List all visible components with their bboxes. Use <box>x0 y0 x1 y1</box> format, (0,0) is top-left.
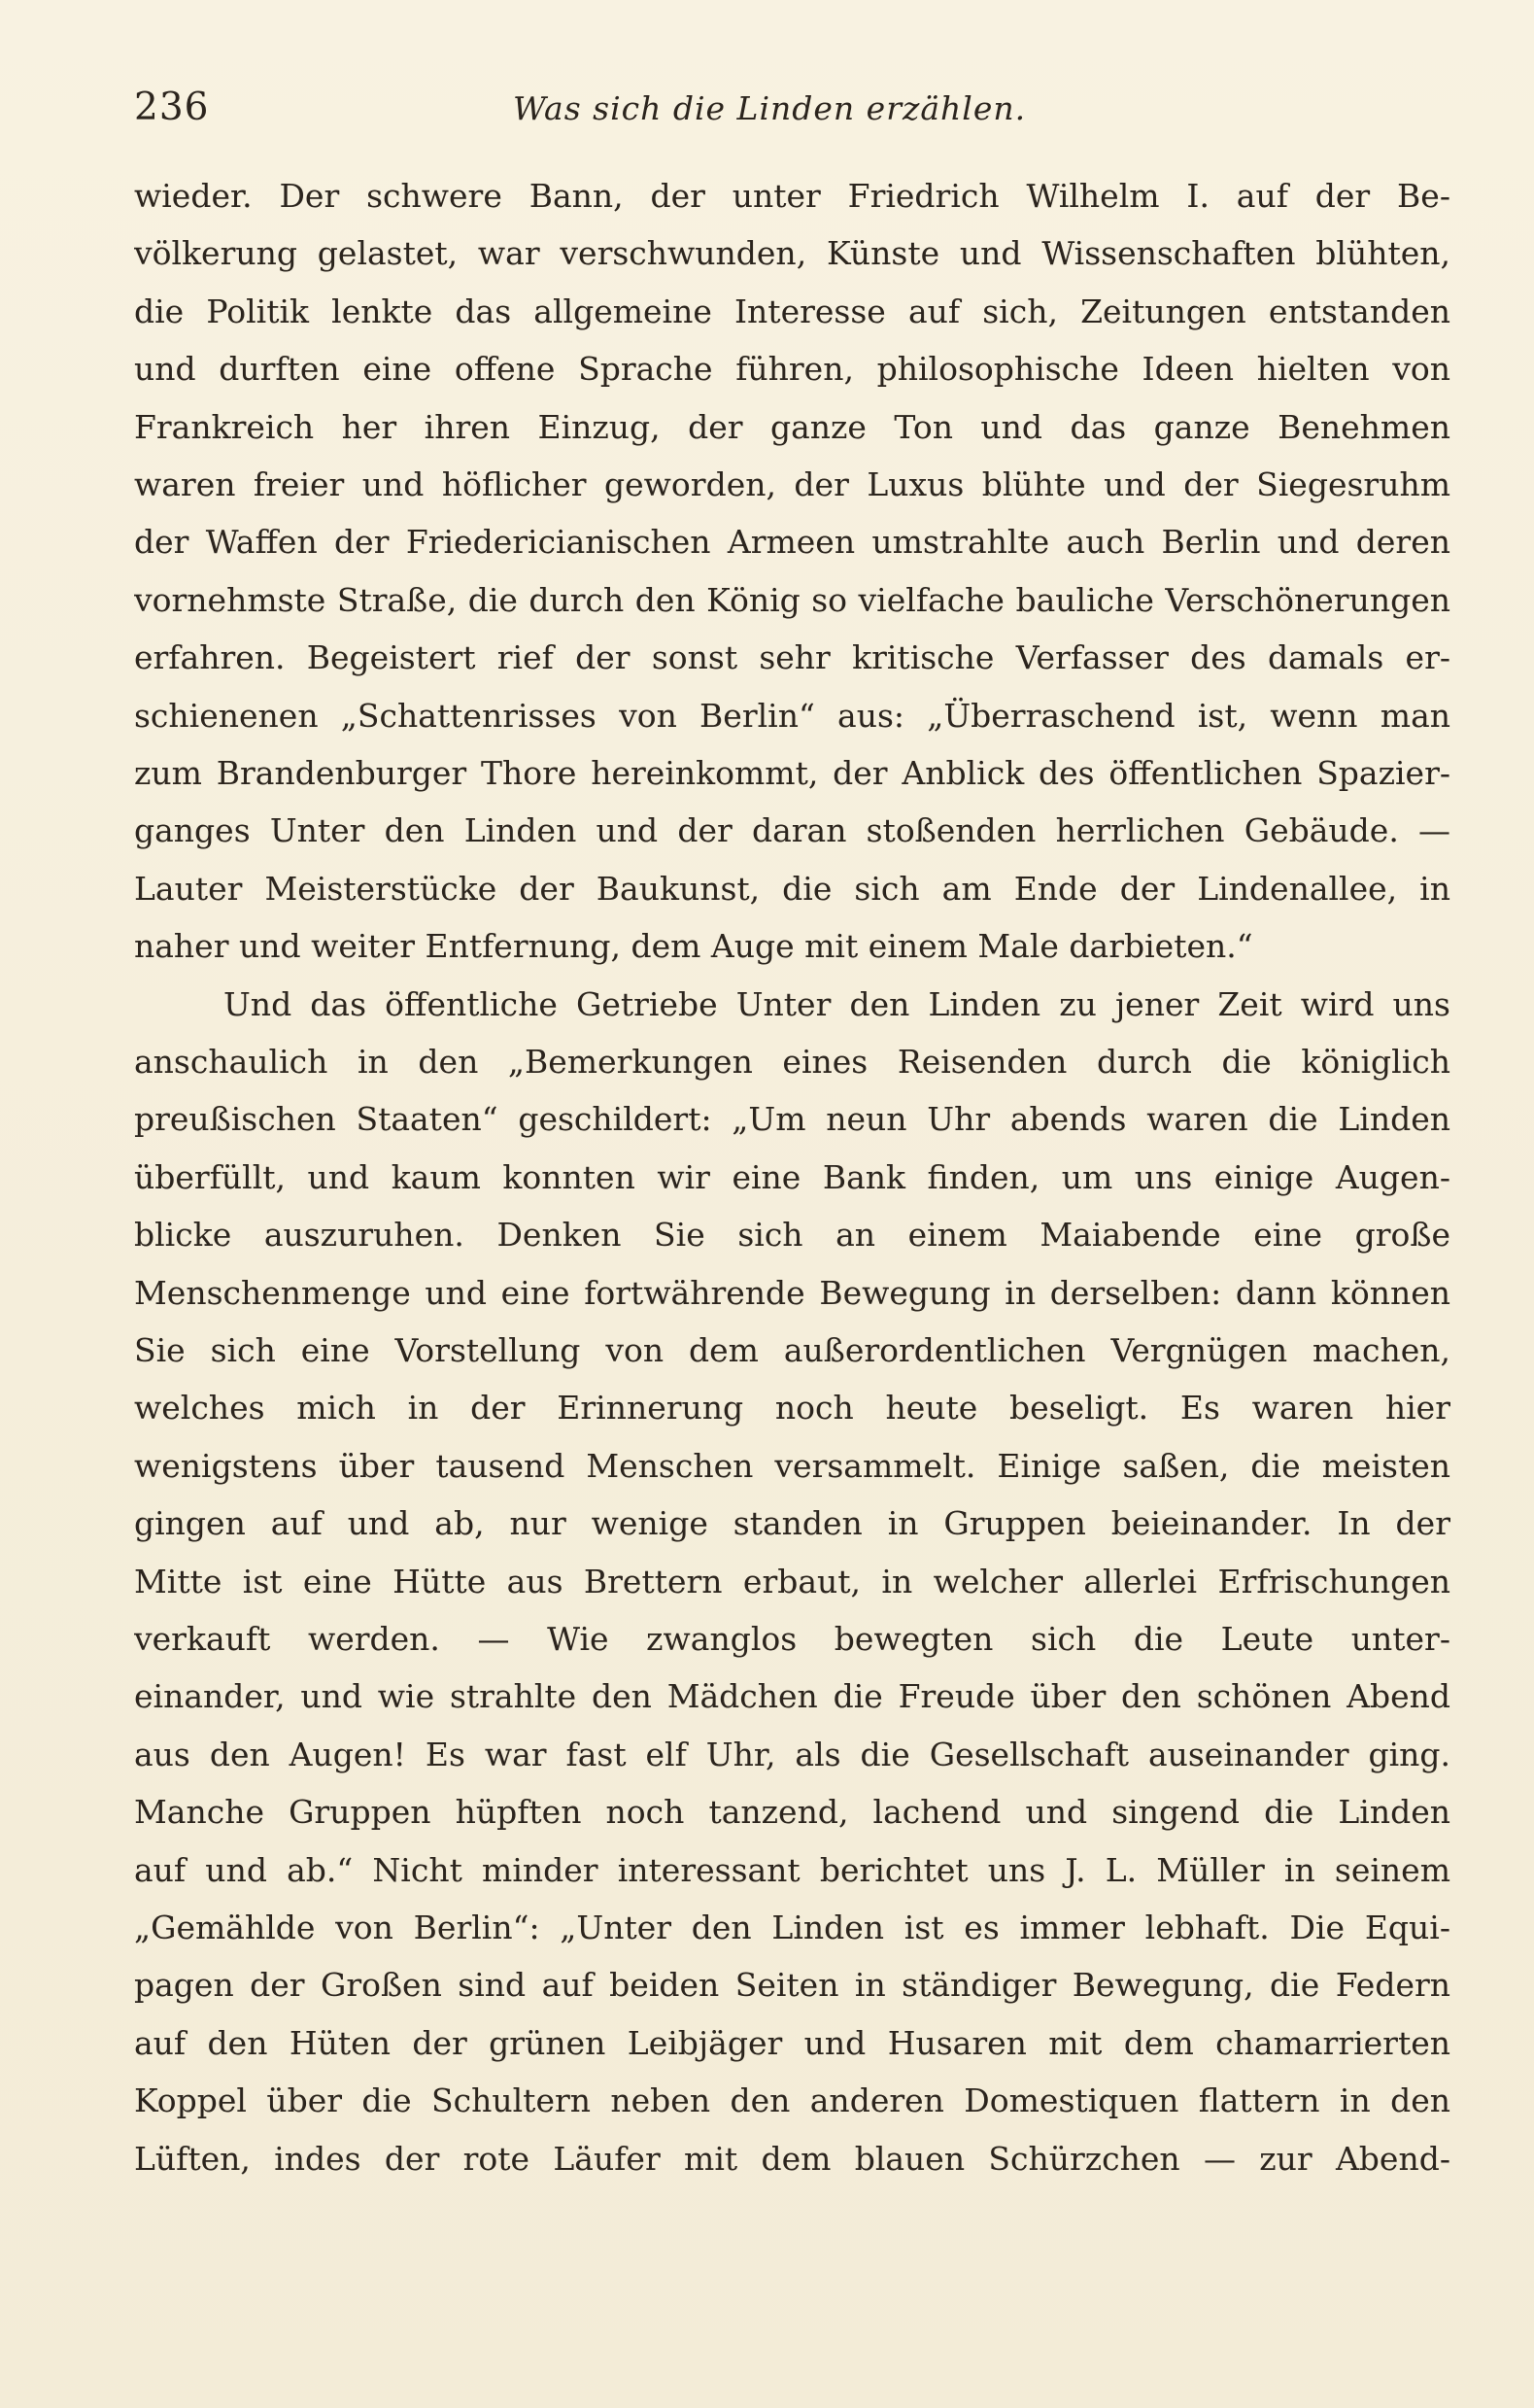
text-line: „Gemählde von Berlin“: „Unter den Linden ist es immer lebhaft. Die Equi- <box>134 1909 1450 1946</box>
text-line: verkauft werden. — Wie zwanglos bewegten sich die Leute unter- <box>134 1620 1450 1658</box>
text-line: und durften eine offene Sprache führen, philosophische Ideen hielten von <box>134 350 1450 389</box>
text-line: waren freier und höflicher geworden, der Luxus blühte und der Siegesruhm <box>134 465 1450 503</box>
body-text <box>134 167 1450 2373</box>
text-line: vornehmste Straße, die durch den König so vielfache bauliche Verschönerungen <box>134 580 1450 619</box>
text-line: pagen der Großen sind auf beiden Seiten in ständiger Bewegung, die Federn <box>134 1966 1450 2005</box>
text-line: auf den Hüten der grünen Leibjäger und Husaren mit dem chamarrierten <box>134 2023 1450 2062</box>
text-line: Menschenmenge und eine fortwährende Bewegung in derselben: dann können <box>134 1273 1450 1312</box>
text-line: wieder. Der schwere Bann, der unter Friedrich Wilhelm I. auf der Be- <box>134 177 1450 215</box>
text-line: einander, und wie strahlte den Mädchen die Freude über den schönen Abend <box>134 1677 1450 1716</box>
text-line: preußischen Staaten“ geschildert: „Um neun Uhr abends waren die Linden <box>134 1100 1450 1139</box>
text-line: auf und ab.“ Nicht minder interessant berichtet uns J. L. Müller in seinem <box>134 1850 1450 1889</box>
text-line: schienenen „Schattenrisses von Berlin“ aus: „Überraschend ist, wenn man <box>134 696 1450 735</box>
text-line: Sie sich eine Vorstellung von dem außerordentlichen Vergnügen machen, <box>134 1331 1450 1369</box>
text-line: Manche Gruppen hüpften noch tanzend, lachend und singend die Linden <box>134 1793 1450 1832</box>
text-line: völkerung gelastet, war verschwunden, Künste und Wissenschaften blühten, <box>134 234 1450 273</box>
text-line: anschaulich in den „Bemerkungen eines Reisenden durch die königlich <box>134 1043 1450 1081</box>
text-line-paragraph-end: naher und weiter Entfernung, dem Auge mit einem Male darbieten.“ <box>134 927 1253 966</box>
text-line: welches mich in der Erinnerung noch heute beseligt. Es waren hier <box>134 1389 1450 1428</box>
page-number: 236 <box>134 86 210 129</box>
running-title: Was sich die Linden erzählen. <box>513 89 1027 127</box>
text-line: Koppel über die Schultern neben den anderen Domestiquen flattern in den <box>134 2081 1450 2120</box>
text-line: Mitte ist eine Hütte aus Brettern erbaut, in welcher allerlei Erfrischungen <box>134 1562 1450 1600</box>
text-line: gingen auf und ab, nur wenige standen in Gruppen beieinander. In der <box>134 1504 1450 1543</box>
text-line: Frankreich her ihren Einzug, der ganze Ton und das ganze Benehmen <box>134 407 1450 446</box>
text-line: aus den Augen! Es war fast elf Uhr, als die Gesellschaft auseinander ging. <box>134 1735 1450 1773</box>
text-line: zum Brandenburger Thore hereinkommt, der Anblick des öffentlichen Spazier- <box>134 754 1450 792</box>
text-line: überfüllt, und kaum konnten wir eine Bank finden, um uns einige Augen- <box>134 1157 1450 1196</box>
text-line: wenigstens über tausend Menschen versammelt. Einige saßen, die meisten <box>134 1446 1450 1485</box>
text-line: der Waffen der Friedericianischen Armeen umstrahlte auch Berlin und deren <box>134 523 1450 562</box>
text-line: ganges Unter den Linden und der daran stoßenden herrlichen Gebäude. — <box>134 811 1450 850</box>
text-line: blicke auszuruhen. Denken Sie sich an einem Maiabende eine große <box>134 1216 1450 1255</box>
text-line: Lauter Meisterstücke der Baukunst, die sich am Ende der Lindenallee, in <box>134 869 1450 908</box>
page-header <box>134 86 1446 144</box>
text-line: erfahren. Begeistert rief der sonst sehr kritische Verfasser des damals er- <box>134 638 1450 677</box>
text-line-paragraph-start: Und das öffentliche Getriebe Unter den Linden zu jener Zeit wird uns <box>223 984 1450 1023</box>
text-line: die Politik lenkte das allgemeine Interesse auf sich, Zeitungen entstanden <box>134 292 1450 330</box>
text-line: Lüften, indes der rote Läufer mit dem blauen Schürzchen — zur Abend- <box>134 2139 1450 2178</box>
